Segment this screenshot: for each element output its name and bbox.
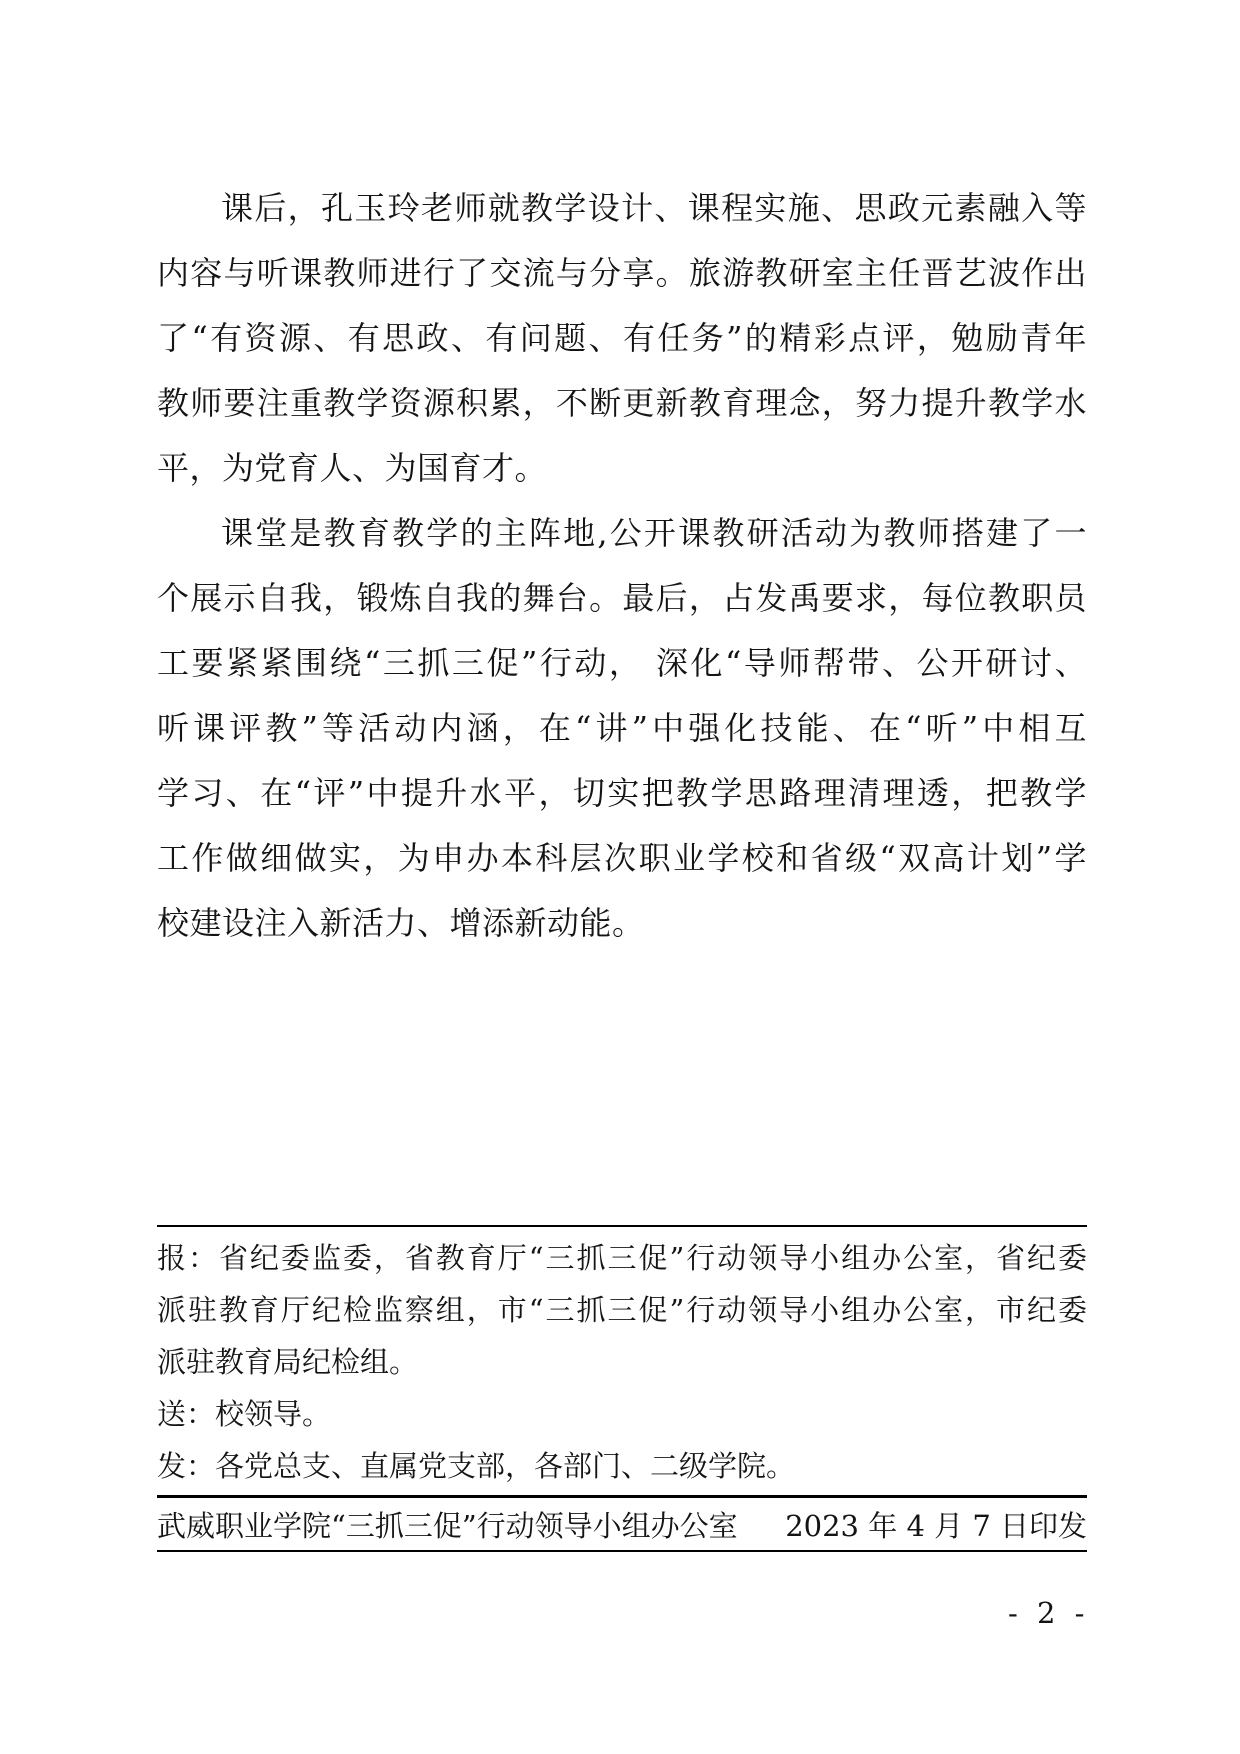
- paragraph-2-line-3: 工要紧紧围绕“三抓三促”行动， 深化“导师帮带、公开研讨、: [157, 644, 1087, 682]
- paragraph-1-line-4: 教师要注重教学资源积累，不断更新教育理念，努力提升教学水: [157, 384, 1087, 422]
- paragraph-1-line-5: 平，为党育人、为国育才。: [157, 449, 548, 487]
- paragraph-2-line-1: 课堂是教育教学的主阵地,公开课教研活动为教师搭建了一: [221, 514, 1087, 552]
- issuing-office: 武威职业学院“三抓三促”行动领导小组办公室: [157, 1508, 738, 1543]
- distribution-report-line-2: 派驻教育厅纪检监察组，市“三抓三促”行动领导小组办公室，市纪委: [157, 1293, 1087, 1327]
- colophon: [157, 1498, 1087, 1552]
- paragraph-1-line-1: 课后，孔玉玲老师就教学设计、课程实施、思政元素融入等: [221, 189, 1087, 227]
- paragraph-2-line-2: 个展示自我，锻炼自我的舞台。最后，占发禹要求，每位教职员: [157, 579, 1087, 617]
- paragraph-2-line-7: 校建设注入新活力、增添新动能。: [157, 904, 645, 942]
- issue-date: 2023 年 4 月 7 日印发: [785, 1508, 1087, 1543]
- paragraph-1-line-2: 内容与听课教师进行了交流与分享。旅游教研室主任晋艺波作出: [157, 254, 1087, 292]
- distribution-report-line-1: 报：省纪委监委，省教育厅“三抓三促”行动领导小组办公室，省纪委: [157, 1241, 1087, 1275]
- paragraph-1-line-3: 了“有资源、有思政、有问题、有任务”的精彩点评，勉励青年: [157, 319, 1087, 357]
- page-number: - 2 -: [1008, 1596, 1090, 1630]
- paragraph-2-line-5: 学习、在“评”中提升水平，切实把教学思路理清理透，把教学: [157, 774, 1087, 812]
- distribution-report-line-3: 派驻教育局纪检组。: [157, 1345, 419, 1379]
- distribution-block: [157, 1225, 1087, 1498]
- body-text: [157, 176, 1087, 956]
- distribution-issue-line: 发：各党总支、直属党支部，各部门、二级学院。: [157, 1449, 796, 1483]
- paragraph-2-line-6: 工作做细做实，为申办本科层次职业学校和省级“双高计划”学: [157, 839, 1087, 877]
- distribution-send-line: 送：校领导。: [157, 1397, 332, 1431]
- paragraph-2-line-4: 听课评教”等活动内涵，在“讲”中强化技能、在“听”中相互: [157, 709, 1087, 747]
